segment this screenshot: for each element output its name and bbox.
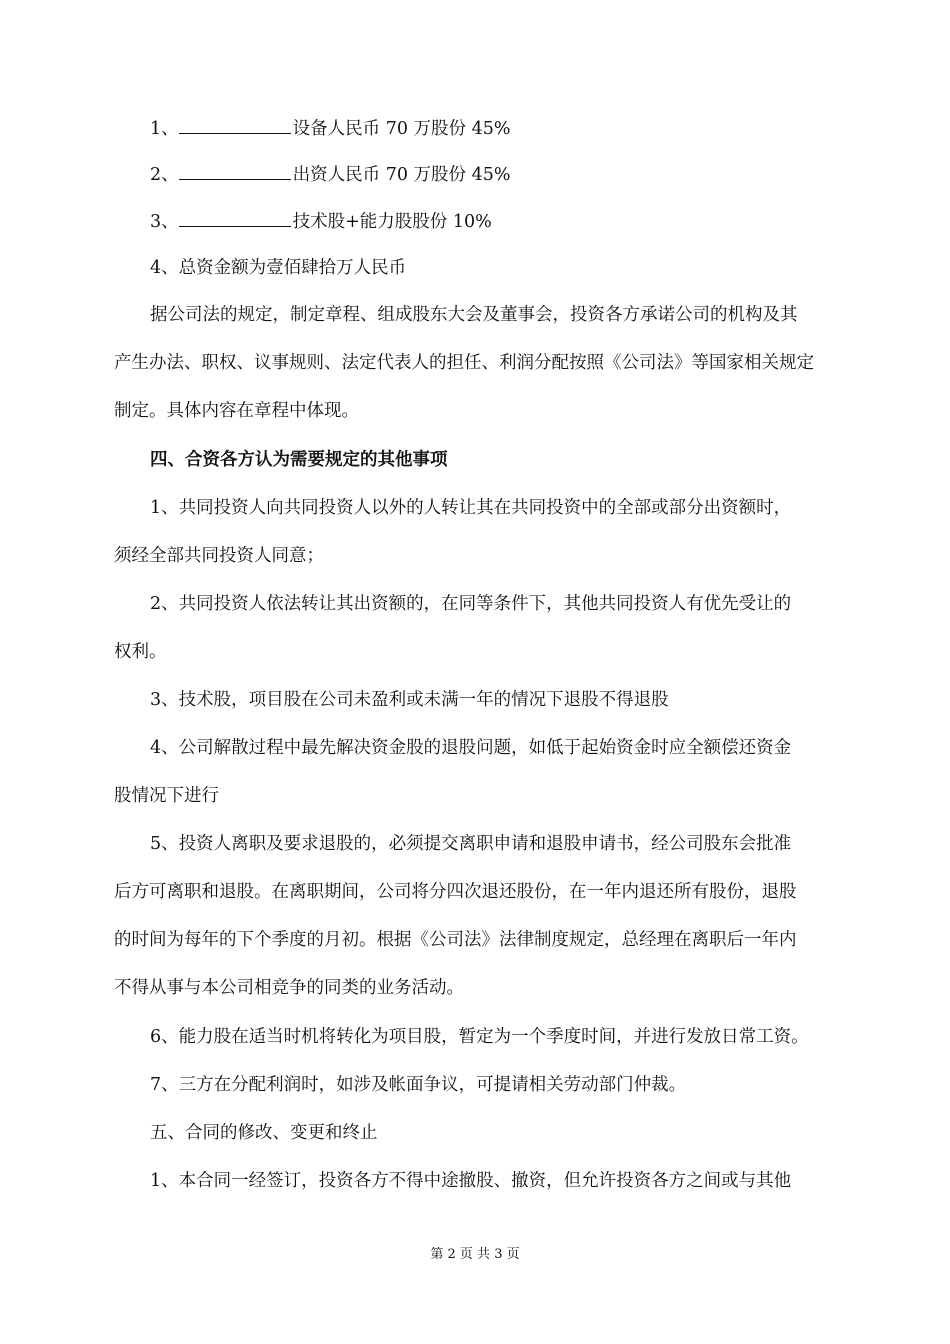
- item-4-line-1: 4、公司解散过程中最先解决资金股的退股问题，如低于起始资金时应全额偿还资金: [150, 738, 792, 758]
- item-5-line-2: 后方可离职和退股。在离职期间，公司将分四次退还股份，在一年内退还所有股份，退股: [114, 882, 797, 902]
- item-7: 7、三方在分配利润时，如涉及帐面争议，可提请相关劳动部门仲裁。: [150, 1075, 687, 1095]
- para-law-line-3: 制定。具体内容在章程中体现。: [114, 401, 359, 421]
- total-amount: 4、总资金额为壹佰肆拾万人民币: [150, 258, 407, 278]
- share-text: 设备人民币 70 万股份 45%: [292, 119, 511, 139]
- item-4-line-2: 股情况下进行: [114, 786, 219, 806]
- item-6: 6、能力股在适当时机将转化为项目股，暂定为一个季度时间，并进行发放日常工资。: [150, 1027, 809, 1047]
- item-1-line-2: 须经全部共同投资人同意；: [114, 546, 324, 566]
- page-footer: 第 2 页 共 3 页: [430, 1247, 520, 1262]
- blank-field: [179, 116, 291, 134]
- item-2-line-2: 权利。: [114, 642, 167, 662]
- section-4-title: 四、合资各方认为需要规定的其他事项: [150, 450, 448, 470]
- item-5-line-3: 的时间为每年的下个季度的月初。根据《公司法》法律制度规定，总经理在离职后一年内: [114, 930, 797, 950]
- share-item-3: [0, 209, 950, 234]
- item-1-line-1: 1、共同投资人向共同投资人以外的人转让其在共同投资中的全部或部分出资额时，: [150, 498, 792, 518]
- item-5-line-1: 5、投资人离职及要求退股的，必须提交离职申请和退股申请书，经公司股东会批准: [150, 834, 792, 854]
- para-law-line-2: 产生办法、职权、议事规则、法定代表人的担任、利润分配按照《公司法》等国家相关规定: [114, 353, 814, 373]
- blank-field: [179, 209, 291, 227]
- blank-field: [179, 162, 291, 180]
- item-5-line-4: 不得从事与本公司相竞争的同类的业务活动。: [114, 978, 464, 998]
- para-law-line-1: 据公司法的规定，制定章程、组成股东大会及董事会，投资各方承诺公司的机构及其: [150, 305, 798, 325]
- section-5-item-1: 1、本合同一经签订，投资各方不得中途撤股、撤资，但允许投资各方之间或与其他: [150, 1171, 792, 1191]
- item-3: 3、技术股，项目股在公司未盈利或未满一年的情况下退股不得退股: [150, 690, 669, 710]
- share-text: 出资人民币 70 万股份 45%: [292, 165, 511, 185]
- share-number: 3、: [150, 212, 179, 232]
- share-item-1: [0, 116, 950, 141]
- item-2-line-1: 2、共同投资人依法转让其出资额的，在同等条件下，其他共同投资人有优先受让的: [150, 594, 792, 614]
- share-item-2: [0, 162, 950, 187]
- share-text: 技术股+能力股股份 10%: [292, 212, 492, 232]
- section-5-title: 五、合同的修改、变更和终止: [150, 1123, 378, 1143]
- share-number: 1、: [150, 119, 179, 139]
- share-number: 2、: [150, 165, 179, 185]
